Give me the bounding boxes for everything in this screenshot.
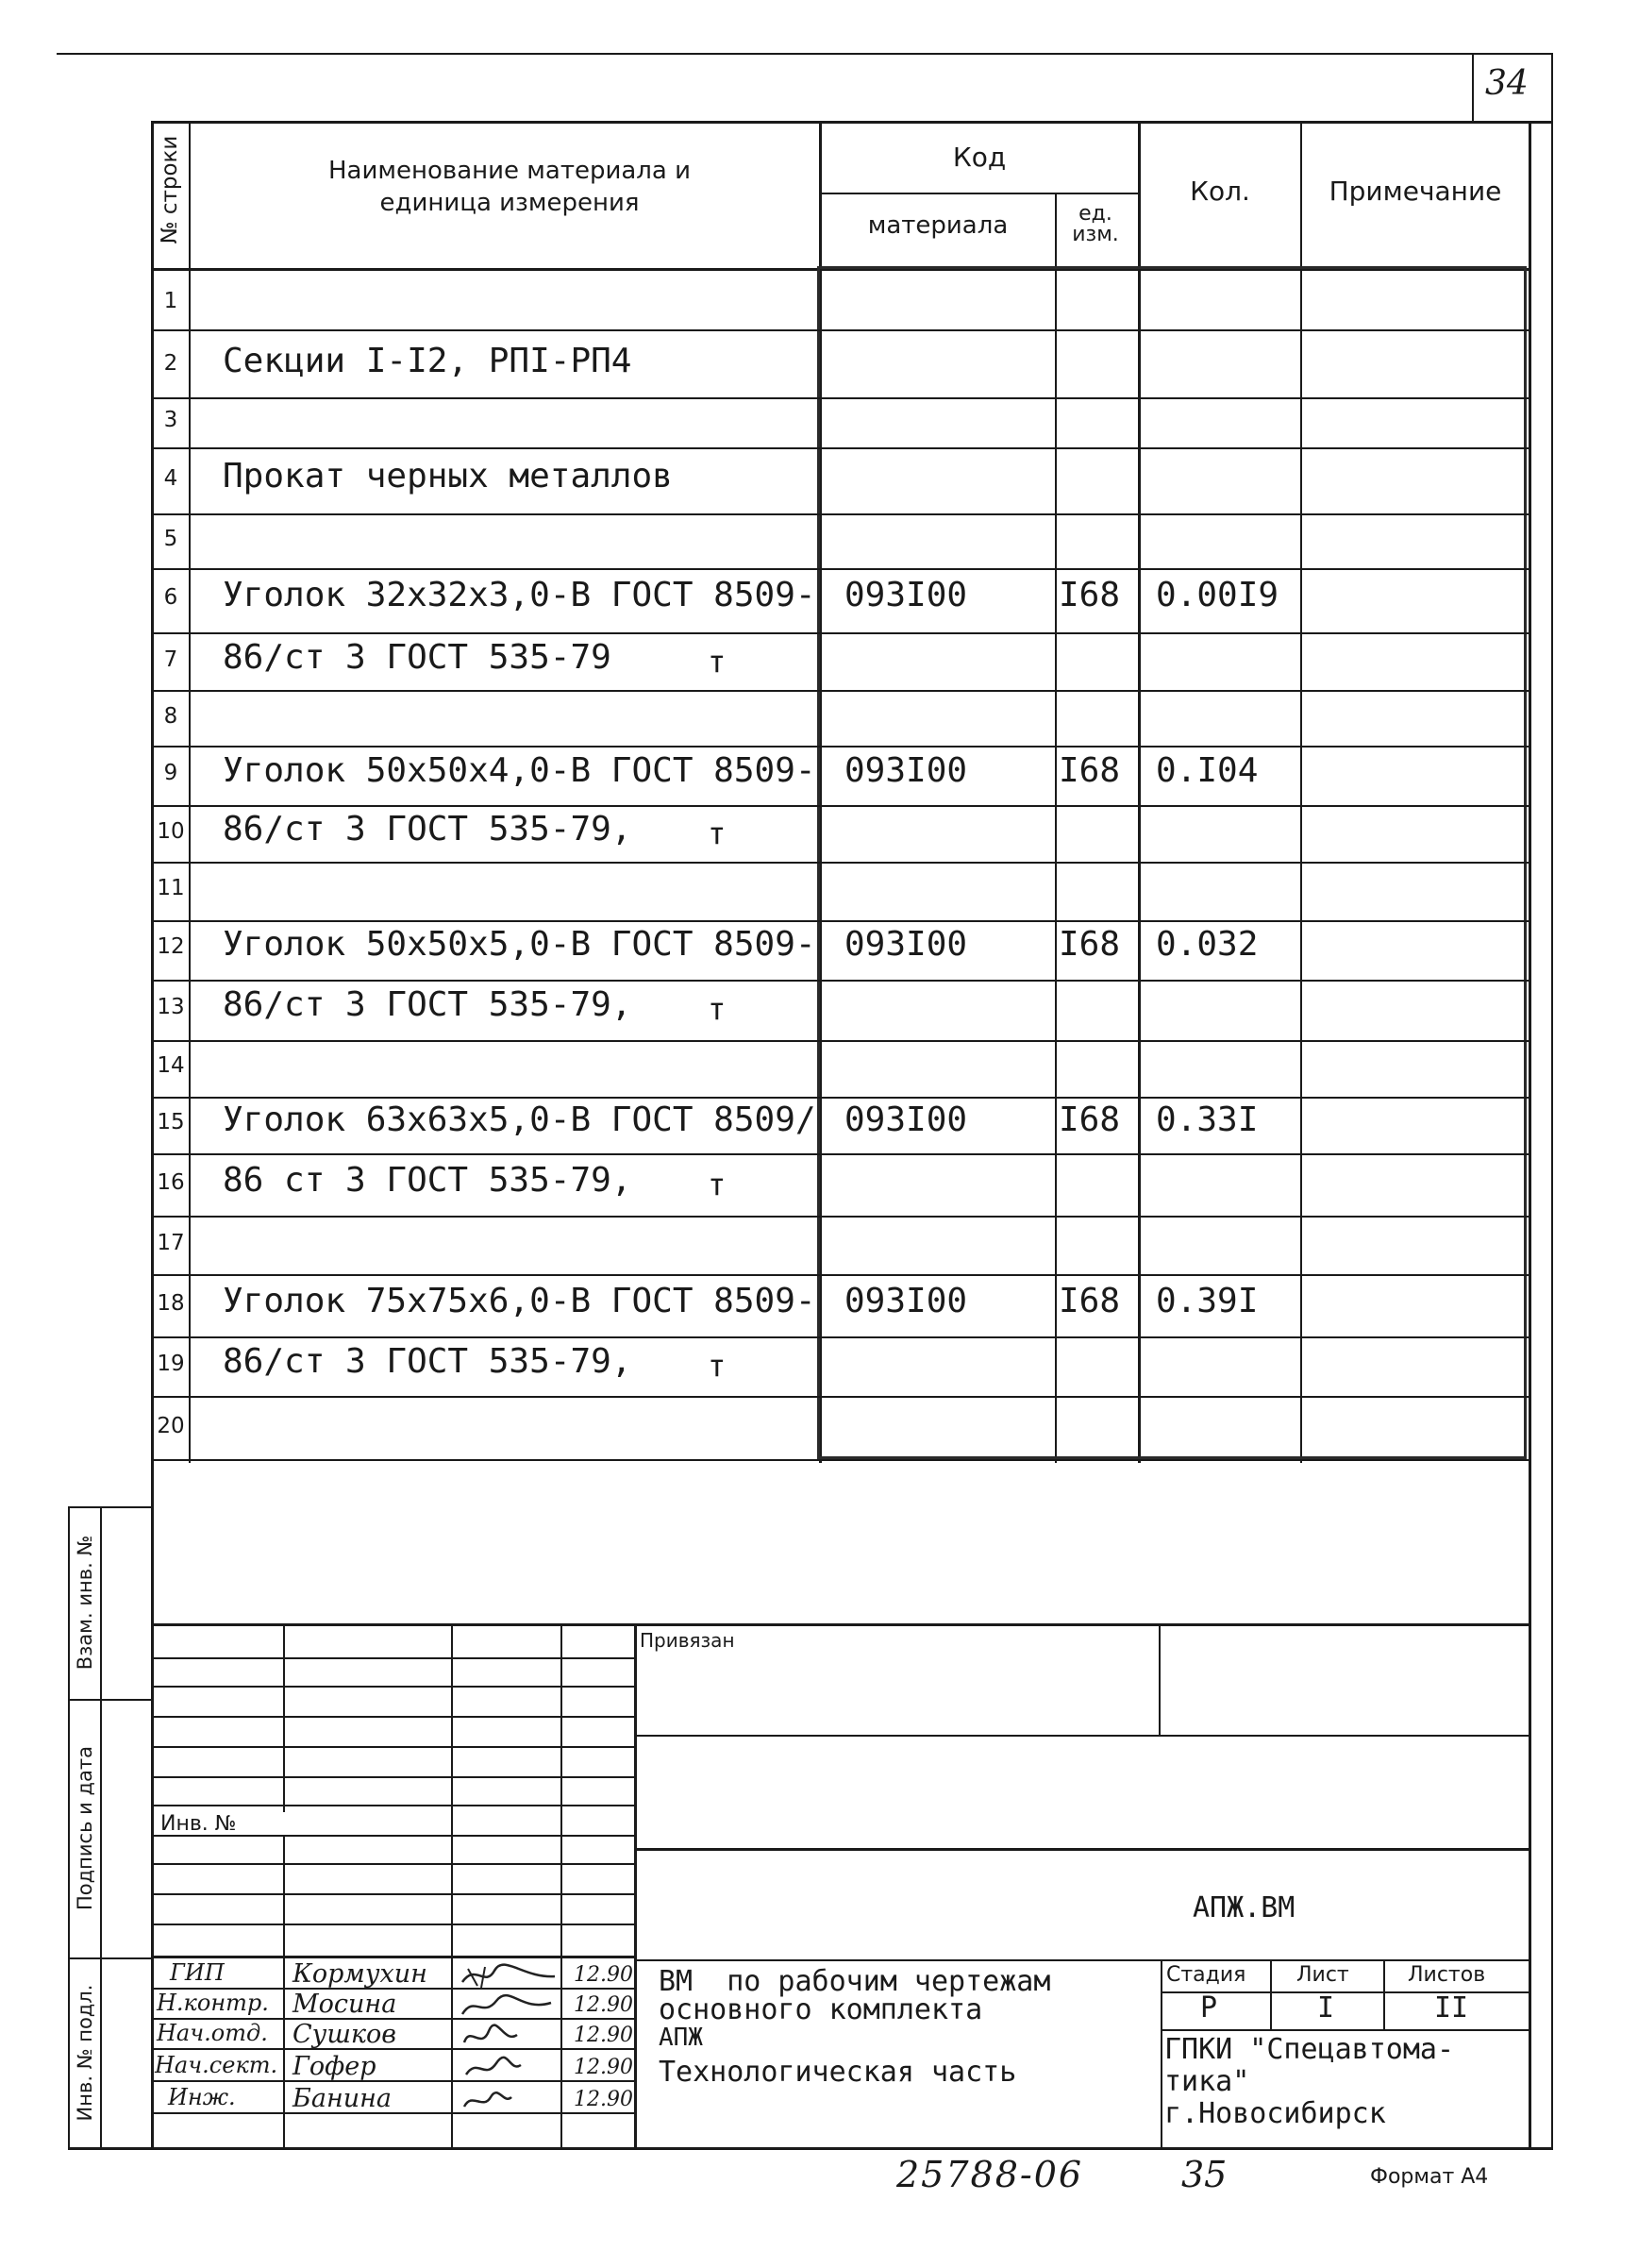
sheet-value: I	[1317, 1991, 1335, 2024]
sig-date: 12.90	[574, 2088, 633, 2111]
org-line: тика"	[1164, 2065, 1250, 2098]
row-name: Секции I-I2, РПI-РП4	[223, 342, 632, 380]
stage-value: Р	[1200, 1991, 1218, 2024]
row-number: 3	[163, 408, 178, 432]
stage-label: Стадия	[1166, 1963, 1246, 1987]
sig-name: Банина	[292, 2084, 392, 2113]
sig-name: Гофер	[292, 2052, 376, 2081]
row-number: 13	[157, 995, 185, 1019]
format-label: Формат А4	[1370, 2165, 1489, 2189]
row-unit-suffix: т	[708, 815, 727, 851]
row-qty: 0.33I	[1156, 1100, 1259, 1139]
row-code: 093I00	[844, 1282, 968, 1320]
row-qty: 0.032	[1156, 925, 1259, 964]
row-qty: 0.00I9	[1156, 576, 1279, 614]
sheet-corner-number: 34	[1485, 64, 1529, 103]
row-qty: 0.I04	[1156, 751, 1259, 790]
inv-no-label: Инв. №	[160, 1812, 237, 1836]
header-qty: Кол.	[1190, 176, 1250, 207]
sig-name: Кормухин	[292, 1959, 427, 1989]
header-note: Примечание	[1329, 176, 1502, 207]
row-number: 4	[163, 466, 178, 491]
row-number: 5	[163, 527, 178, 551]
row-unit-suffix: т	[708, 991, 727, 1027]
side-label-inv-podl: Инв. № подл.	[74, 1984, 96, 2122]
sig-date: 12.90	[574, 2056, 633, 2079]
sheets-value: II	[1434, 1991, 1469, 2024]
description-line: АПЖ	[659, 2024, 703, 2052]
description-line: основного комплекта	[659, 1993, 983, 2026]
row-number: 9	[163, 761, 178, 785]
row-number: 6	[163, 585, 178, 610]
row-name: 86/ст 3 ГОСТ 535-79,	[223, 1342, 632, 1381]
row-number: 20	[157, 1414, 185, 1438]
row-number: 18	[157, 1291, 185, 1316]
row-name: 86/ст 3 ГОСТ 535-79	[223, 638, 611, 677]
row-number: 8	[163, 704, 178, 729]
header-name: Наименование материала и единица измерения	[327, 157, 692, 217]
row-unit-suffix: т	[708, 1348, 727, 1384]
row-code: 093I00	[844, 751, 968, 790]
row-name: Уголок 32х32х3,0-В ГОСТ 8509-	[223, 576, 816, 614]
row-number: 1	[163, 289, 178, 313]
row-unit: I68	[1059, 925, 1121, 964]
sig-name: Сушков	[292, 2020, 396, 2049]
row-number: 15	[157, 1110, 185, 1134]
header-row-no: № строки	[158, 135, 182, 244]
archive-number: 25788-06	[896, 2154, 1084, 2195]
sig-role: Н.контр.	[157, 1990, 269, 2016]
row-number: 10	[157, 819, 185, 844]
sheets-label: Листов	[1408, 1963, 1486, 1987]
side-label-podpis: Подпись и дата	[74, 1746, 96, 1910]
row-name: Уголок 50х50х5,0-В ГОСТ 8509-	[223, 925, 816, 964]
sig-role: Инж.	[168, 2084, 236, 2110]
row-number: 17	[157, 1231, 185, 1255]
row-unit: I68	[1059, 576, 1121, 614]
row-unit: I68	[1059, 1100, 1121, 1139]
sig-date: 12.90	[574, 1993, 633, 2017]
row-number: 7	[163, 647, 178, 672]
row-name: Уголок 50х50х4,0-В ГОСТ 8509-	[223, 751, 816, 790]
privyazan-label: Привязан	[640, 1629, 735, 1652]
row-code: 093I00	[844, 576, 968, 614]
sig-date: 12.90	[574, 2024, 633, 2047]
row-number: 16	[157, 1170, 185, 1195]
header-code-unit: ед. изм.	[1072, 202, 1119, 246]
page-number: 35	[1181, 2154, 1228, 2195]
sig-name: Мосина	[292, 1990, 397, 2019]
row-qty: 0.39I	[1156, 1282, 1259, 1320]
row-name: Прокат черных металлов	[223, 457, 673, 496]
row-code: 093I00	[844, 925, 968, 964]
row-name: Уголок 75х75х6,0-В ГОСТ 8509-	[223, 1282, 816, 1320]
org-line: ГПКИ "Спецавтома-	[1164, 2033, 1455, 2066]
row-unit: I68	[1059, 751, 1121, 790]
sig-role: ГИП	[170, 1959, 225, 1986]
header-code-group: Код	[952, 142, 1007, 173]
row-number: 11	[157, 876, 185, 900]
row-code: 093I00	[844, 1100, 968, 1139]
sig-role: Нач.отд.	[157, 2020, 268, 2046]
header-code-material: материала	[867, 211, 1009, 240]
row-unit-suffix: т	[708, 1167, 727, 1202]
sig-role: Нач.сект.	[155, 2052, 278, 2078]
signature-scribbles	[457, 1959, 560, 2148]
description-line: ВМ по рабочим чертежам	[659, 1965, 1051, 1998]
row-name: 86/ст 3 ГОСТ 535-79,	[223, 985, 632, 1024]
row-number: 19	[157, 1352, 185, 1376]
row-number: 14	[157, 1053, 185, 1078]
row-name: 86 ст 3 ГОСТ 535-79,	[223, 1161, 632, 1200]
description-line: Технологическая часть	[659, 2056, 1017, 2089]
side-label-vzam: Взам. инв. №	[74, 1535, 96, 1671]
row-number: 2	[163, 351, 178, 376]
row-unit-suffix: т	[708, 644, 727, 680]
row-name: Уголок 63х63х5,0-В ГОСТ 8509/	[223, 1100, 816, 1139]
row-unit: I68	[1059, 1282, 1121, 1320]
sheet-label: Лист	[1296, 1963, 1349, 1987]
row-name: 86/ст 3 ГОСТ 535-79,	[223, 810, 632, 848]
org-line: г.Новосибирск	[1164, 2097, 1386, 2130]
row-number: 12	[157, 934, 185, 959]
sig-date: 12.90	[574, 1963, 633, 1987]
doc-code: АПЖ.ВМ	[1193, 1891, 1295, 1924]
